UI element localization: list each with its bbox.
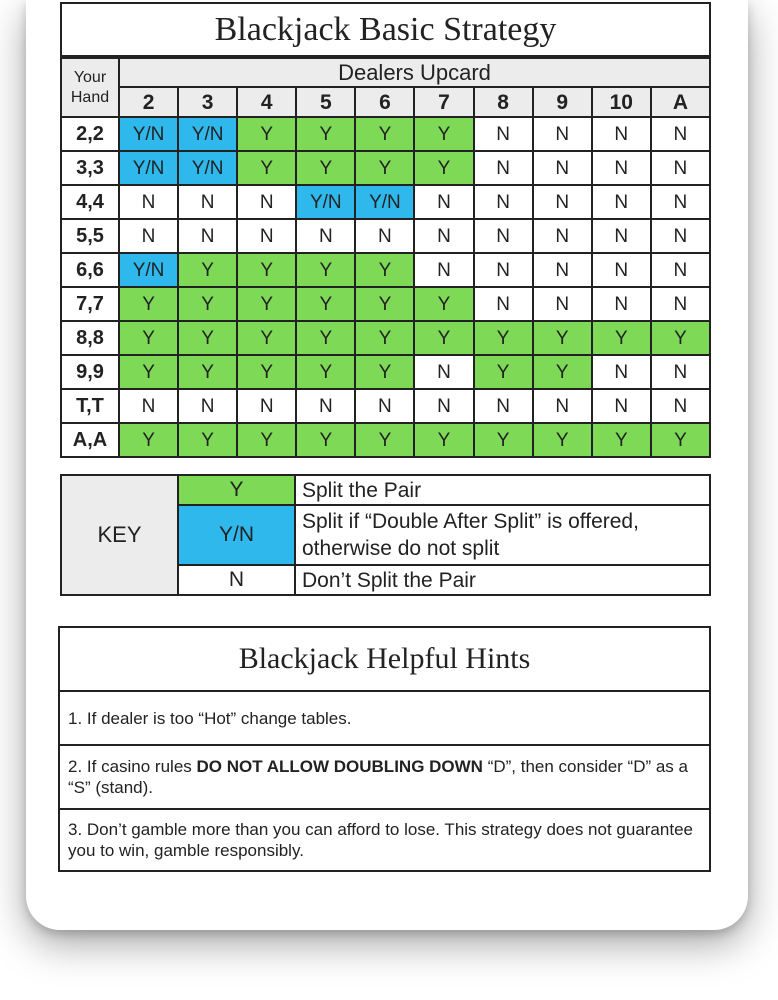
strategy-cell: N — [414, 355, 473, 389]
strategy-cell: N — [592, 185, 651, 219]
table-row — [61, 355, 710, 389]
strategy-cell: N — [237, 185, 296, 219]
strategy-cell: Y — [296, 253, 355, 287]
strategy-cell: Y — [237, 423, 296, 457]
strategy-cell: Y — [296, 151, 355, 185]
key-desc-split-if-das: Split if “Double After Split” is offered, otherwise do not split — [294, 504, 711, 566]
strategy-cell: N — [296, 389, 355, 423]
hand-label: 8,8 — [61, 321, 119, 355]
strategy-cell: N — [592, 253, 651, 287]
strategy-cell: Y — [237, 355, 296, 389]
strategy-cell: Y — [651, 423, 710, 457]
strategy-cell: N — [592, 117, 651, 151]
hint-2-emphasis: DO NOT ALLOW DOUBLING DOWN — [196, 757, 483, 776]
strategy-cell: Y — [414, 117, 473, 151]
strategy-cell: Y/N — [296, 185, 355, 219]
strategy-cell: Y — [296, 287, 355, 321]
strategy-cell: N — [474, 185, 533, 219]
strategy-cell: Y — [533, 321, 592, 355]
strategy-cell: N — [651, 253, 710, 287]
strategy-cell: Y — [178, 355, 237, 389]
hand-label: 3,3 — [61, 151, 119, 185]
strategy-cell: N — [414, 185, 473, 219]
hand-label: 6,6 — [61, 253, 119, 287]
table-row — [61, 321, 710, 355]
strategy-cell: Y — [237, 151, 296, 185]
strategy-cell: N — [592, 151, 651, 185]
hint-1 — [58, 692, 711, 746]
strategy-cell: Y — [119, 423, 178, 457]
upcard-4: 4 — [237, 87, 296, 117]
strategy-cell: Y — [355, 321, 414, 355]
strategy-cell: N — [414, 389, 473, 423]
key-code-no-split: N — [177, 564, 296, 596]
hand-label: 2,2 — [61, 117, 119, 151]
upcard-9: 9 — [533, 87, 592, 117]
strategy-cell: Y — [414, 321, 473, 355]
hint-3 — [58, 810, 711, 872]
strategy-cell: Y — [651, 321, 710, 355]
strategy-cell: N — [474, 219, 533, 253]
hint-1-text: 1. If dealer is too “Hot” change tables. — [68, 708, 352, 728]
strategy-cell: Y/N — [178, 117, 237, 151]
strategy-cell: N — [414, 253, 473, 287]
strategy-cell: N — [533, 287, 592, 321]
upcard-8: 8 — [474, 87, 533, 117]
strategy-cell: N — [178, 389, 237, 423]
strategy-cell: Y — [474, 355, 533, 389]
hint-2-text: 2. If casino rules DO NOT ALLOW DOUBLING DOWN “D”, then consider “D” as a “S” (stand). — [68, 757, 688, 797]
strategy-cell: Y — [296, 321, 355, 355]
strategy-cell: N — [474, 389, 533, 423]
hint-3-text: 3. Don’t gamble more than you can afford to lose. This strategy does not guarantee you to win, gamble responsibly. — [68, 820, 693, 860]
strategy-cell: N — [651, 355, 710, 389]
your-label: Your — [73, 68, 107, 86]
strategy-cell: N — [533, 117, 592, 151]
strategy-cell: Y — [119, 355, 178, 389]
strategy-cell: N — [474, 151, 533, 185]
strategy-cell: N — [178, 219, 237, 253]
key-label: KEY — [60, 474, 179, 596]
strategy-cell: N — [474, 117, 533, 151]
strategy-cell: Y/N — [355, 185, 414, 219]
strategy-cell: N — [651, 185, 710, 219]
strategy-cell: N — [237, 389, 296, 423]
strategy-cell: Y — [178, 253, 237, 287]
strategy-cell: N — [296, 219, 355, 253]
strategy-cell: Y — [474, 423, 533, 457]
hint-2 — [58, 746, 711, 810]
strategy-cell: Y — [355, 253, 414, 287]
strategy-cell: Y — [119, 321, 178, 355]
table-row — [61, 219, 710, 253]
strategy-cell: Y — [592, 321, 651, 355]
strategy-cell: Y — [355, 287, 414, 321]
table-row — [61, 389, 710, 423]
strategy-cell: Y — [237, 253, 296, 287]
table-row — [61, 423, 710, 457]
strategy-cell: Y/N — [119, 117, 178, 151]
upcard-3: 3 — [178, 87, 237, 117]
table-row — [61, 287, 710, 321]
strategy-cell: N — [533, 219, 592, 253]
strategy-cell: Y — [533, 355, 592, 389]
strategy-cell: Y — [533, 423, 592, 457]
strategy-cell: Y — [414, 423, 473, 457]
table-row — [61, 185, 710, 219]
strategy-cell: N — [592, 355, 651, 389]
strategy-cell: N — [355, 389, 414, 423]
key-code-split: Y — [177, 474, 296, 506]
table-row — [61, 117, 710, 151]
strategy-cell: Y/N — [119, 253, 178, 287]
upcard-6: 6 — [355, 87, 414, 117]
strategy-cell: Y — [237, 287, 296, 321]
strategy-cell: Y — [237, 117, 296, 151]
strategy-cell: Y — [178, 321, 237, 355]
strategy-cell: Y — [178, 287, 237, 321]
upcard-10: 10 — [592, 87, 651, 117]
hand-label: Hand — [70, 88, 110, 106]
hand-label: 9,9 — [61, 355, 119, 389]
table-row — [61, 151, 710, 185]
strategy-cell: Y — [178, 423, 237, 457]
strategy-cell: N — [474, 253, 533, 287]
hand-label: 5,5 — [61, 219, 119, 253]
upcard-2: 2 — [119, 87, 178, 117]
chart-title: Blackjack Basic Strategy — [60, 2, 711, 57]
strategy-cell: Y — [592, 423, 651, 457]
strategy-cell: Y — [355, 117, 414, 151]
hand-label: A,A — [61, 423, 119, 457]
strategy-cell: N — [119, 219, 178, 253]
strategy-cell: N — [651, 389, 710, 423]
strategy-cell: N — [414, 219, 473, 253]
strategy-cell: Y — [355, 151, 414, 185]
strategy-table — [60, 57, 711, 458]
strategy-cell: N — [651, 219, 710, 253]
strategy-cell: Y — [296, 423, 355, 457]
strategy-cell: N — [533, 185, 592, 219]
table-row — [61, 253, 710, 287]
hand-label: 7,7 — [61, 287, 119, 321]
dealers-upcard-header: Dealers Upcard — [119, 58, 710, 87]
strategy-cell: N — [651, 117, 710, 151]
strategy-cell: Y — [296, 355, 355, 389]
strategy-cell: N — [355, 219, 414, 253]
strategy-cell: N — [592, 389, 651, 423]
hand-label: T,T — [61, 389, 119, 423]
upcard-a: A — [651, 87, 710, 117]
key-code-split-if-das: Y/N — [177, 504, 296, 566]
strategy-cell: N — [119, 389, 178, 423]
strategy-cell: N — [592, 219, 651, 253]
strategy-cell: N — [533, 253, 592, 287]
strategy-cell: N — [592, 287, 651, 321]
strategy-cell: Y — [414, 287, 473, 321]
strategy-cell: Y — [119, 287, 178, 321]
strategy-cell: Y — [355, 355, 414, 389]
strategy-cell: Y — [474, 321, 533, 355]
strategy-cell: N — [651, 151, 710, 185]
strategy-cell: N — [119, 185, 178, 219]
strategy-cell: Y/N — [119, 151, 178, 185]
strategy-cell: N — [474, 287, 533, 321]
strategy-cell: N — [651, 287, 710, 321]
key-desc-no-split: Don’t Split the Pair — [294, 564, 711, 596]
strategy-cell: N — [237, 219, 296, 253]
strategy-cell: Y — [414, 151, 473, 185]
hand-label: 4,4 — [61, 185, 119, 219]
strategy-cell: N — [533, 151, 592, 185]
upcard-7: 7 — [414, 87, 473, 117]
strategy-cell: Y — [237, 321, 296, 355]
strategy-cell: N — [533, 389, 592, 423]
hints-title: Blackjack Helpful Hints — [58, 626, 711, 692]
upcard-5: 5 — [296, 87, 355, 117]
strategy-cell: Y/N — [178, 151, 237, 185]
strategy-cell: N — [178, 185, 237, 219]
key-desc-split: Split the Pair — [294, 474, 711, 506]
strategy-cell: Y — [296, 117, 355, 151]
your-hand-header — [61, 58, 119, 117]
strategy-cell: Y — [355, 423, 414, 457]
